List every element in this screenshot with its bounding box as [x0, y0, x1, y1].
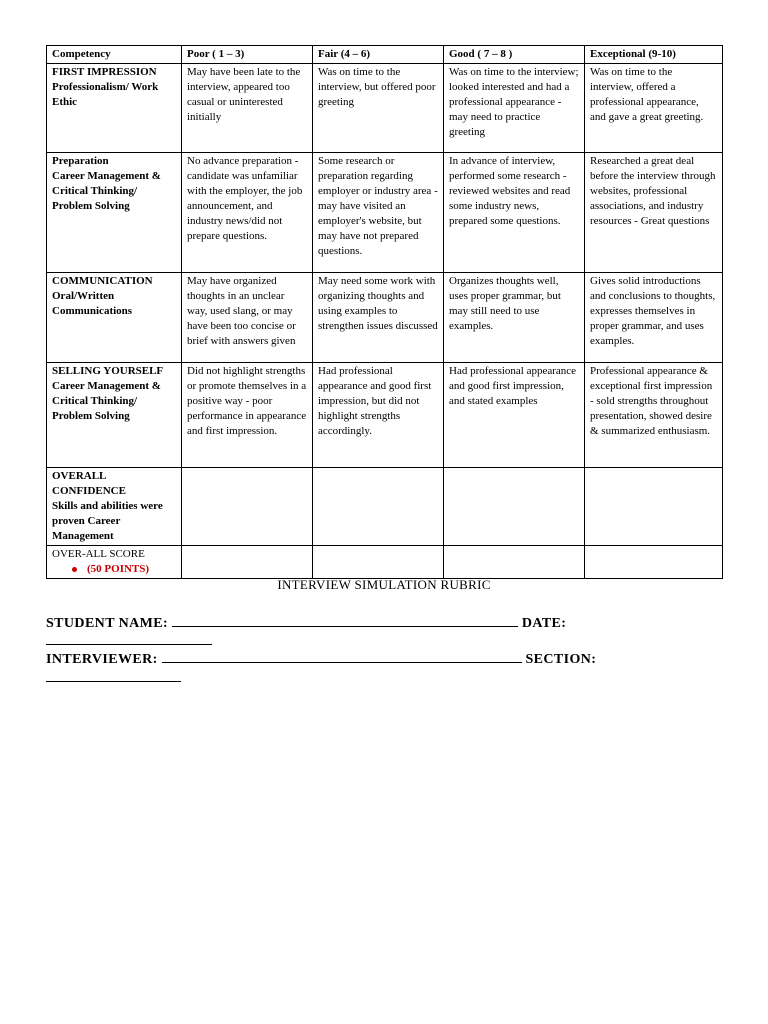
exceptional-score-cell[interactable]: [585, 468, 723, 546]
table-row: [47, 64, 723, 153]
competency-title: SELLING YOURSELF: [52, 365, 164, 377]
exceptional-cell: Professional appearance & exceptional first impression - sold strengths throughout presentation, showed desire & summarized enthusiasm.: [585, 363, 723, 468]
exceptional-cell: Gives solid introductions and conclusions to thoughts, expresses themselves in proper grammar, and uses examples.: [585, 273, 723, 363]
header-competency: Competency: [47, 46, 182, 64]
competency-subtitle: Career Management & Critical Thinking/ Problem Solving: [52, 380, 161, 422]
fair-cell: Had professional appearance and good first impression, but did not highlight strengths accordingly.: [313, 363, 444, 468]
good-cell: Organizes thoughts well, uses proper grammar, but may still need to use examples.: [444, 273, 585, 363]
fair-score-cell[interactable]: [313, 468, 444, 546]
good-cell: Was on time to the interview; looked interested and had a professional appearance - may need to practice greeting: [444, 64, 585, 153]
table-row: [47, 153, 723, 273]
poor-cell: May have been late to the interview, appeared too casual or uninterested initially: [182, 64, 313, 153]
competency-cell: [47, 363, 182, 468]
header-exceptional: Exceptional (9-10): [585, 46, 723, 64]
competency-cell: [47, 64, 182, 153]
student-name-field[interactable]: [172, 612, 518, 627]
competency-subtitle: Skills and abilities were proven Career Management: [52, 500, 163, 542]
competency-subtitle: Oral/Written Communications: [52, 290, 133, 317]
competency-subtitle: Career Management & Critical Thinking/ Problem Solving: [52, 170, 161, 212]
poor-total-cell[interactable]: [182, 546, 313, 579]
competency-cell: [47, 153, 182, 273]
good-total-cell[interactable]: [444, 546, 585, 579]
interviewer-label: INTERVIEWER:: [46, 652, 158, 667]
fair-cell: Some research or preparation regarding employer or industry area - may have visited an employer's website, but may have not prepared questions.: [313, 153, 444, 273]
exceptional-total-cell[interactable]: [585, 546, 723, 579]
date-field[interactable]: [46, 631, 212, 645]
score-title: OVER-ALL SCORE: [52, 548, 145, 560]
poor-cell: No advance preparation - candidate was unfamiliar with the employer, the job announcement, and industry news/did not prepare questions.: [182, 153, 313, 273]
poor-cell: May have organized thoughts in an unclear way, used slang, or may have been too concise or brief with answers given: [182, 273, 313, 363]
bullet-icon: [72, 567, 77, 572]
good-score-cell[interactable]: [444, 468, 585, 546]
fair-cell: Was on time to the interview, but offered poor greeting: [313, 64, 444, 153]
header-fair: Fair (4 – 6): [313, 46, 444, 64]
competency-title: OVERALL CONFIDENCE: [52, 470, 126, 497]
competency-cell: [47, 468, 182, 546]
section-label: SECTION:: [525, 652, 597, 667]
student-name-label: STUDENT NAME:: [46, 616, 169, 631]
interviewer-field[interactable]: [162, 648, 522, 663]
poor-score-cell[interactable]: [182, 468, 313, 546]
section-field[interactable]: [46, 668, 181, 682]
competency-subtitle: Professionalism/ Work Ethic: [52, 81, 159, 108]
interviewer-line: [46, 648, 736, 668]
rubric-title: INTERVIEW SIMULATION RUBRIC: [277, 577, 491, 592]
student-name-line: [46, 612, 736, 632]
header-row: [47, 46, 723, 64]
good-cell: In advance of interview, performed some research - reviewed websites and read some industry news, prepared some questions.: [444, 153, 585, 273]
competency-cell: [47, 546, 182, 579]
exceptional-cell: Was on time to the interview, offered a professional appearance, and gave a great greeting.: [585, 64, 723, 153]
table-row: [47, 468, 723, 546]
poor-cell: Did not highlight strengths or promote themselves in a positive way - poor performance in appearance and first impression.: [182, 363, 313, 468]
competency-title: FIRST IMPRESSION: [52, 66, 157, 78]
exceptional-cell: Researched a great deal before the interview through websites, professional associations, and industry resources - Great questions: [585, 153, 723, 273]
date-label: DATE:: [521, 616, 567, 631]
header-good: Good ( 7 – 8 ): [444, 46, 585, 64]
points-bullet: [52, 562, 176, 577]
good-cell: Had professional appearance and good first impression, and stated examples: [444, 363, 585, 468]
table-row: [47, 363, 723, 468]
competency-cell: [47, 273, 182, 363]
score-row: [47, 546, 723, 579]
competency-title: COMMUNICATION: [52, 275, 153, 287]
fair-cell: May need some work with organizing thoughts and using examples to strengthen issues discussed: [313, 273, 444, 363]
competency-title: Preparation: [52, 155, 109, 167]
fair-total-cell[interactable]: [313, 546, 444, 579]
rubric-table: [46, 45, 723, 579]
table-row: [47, 273, 723, 363]
header-poor: Poor ( 1 – 3): [182, 46, 313, 64]
points-label: (50 POINTS): [87, 563, 150, 575]
